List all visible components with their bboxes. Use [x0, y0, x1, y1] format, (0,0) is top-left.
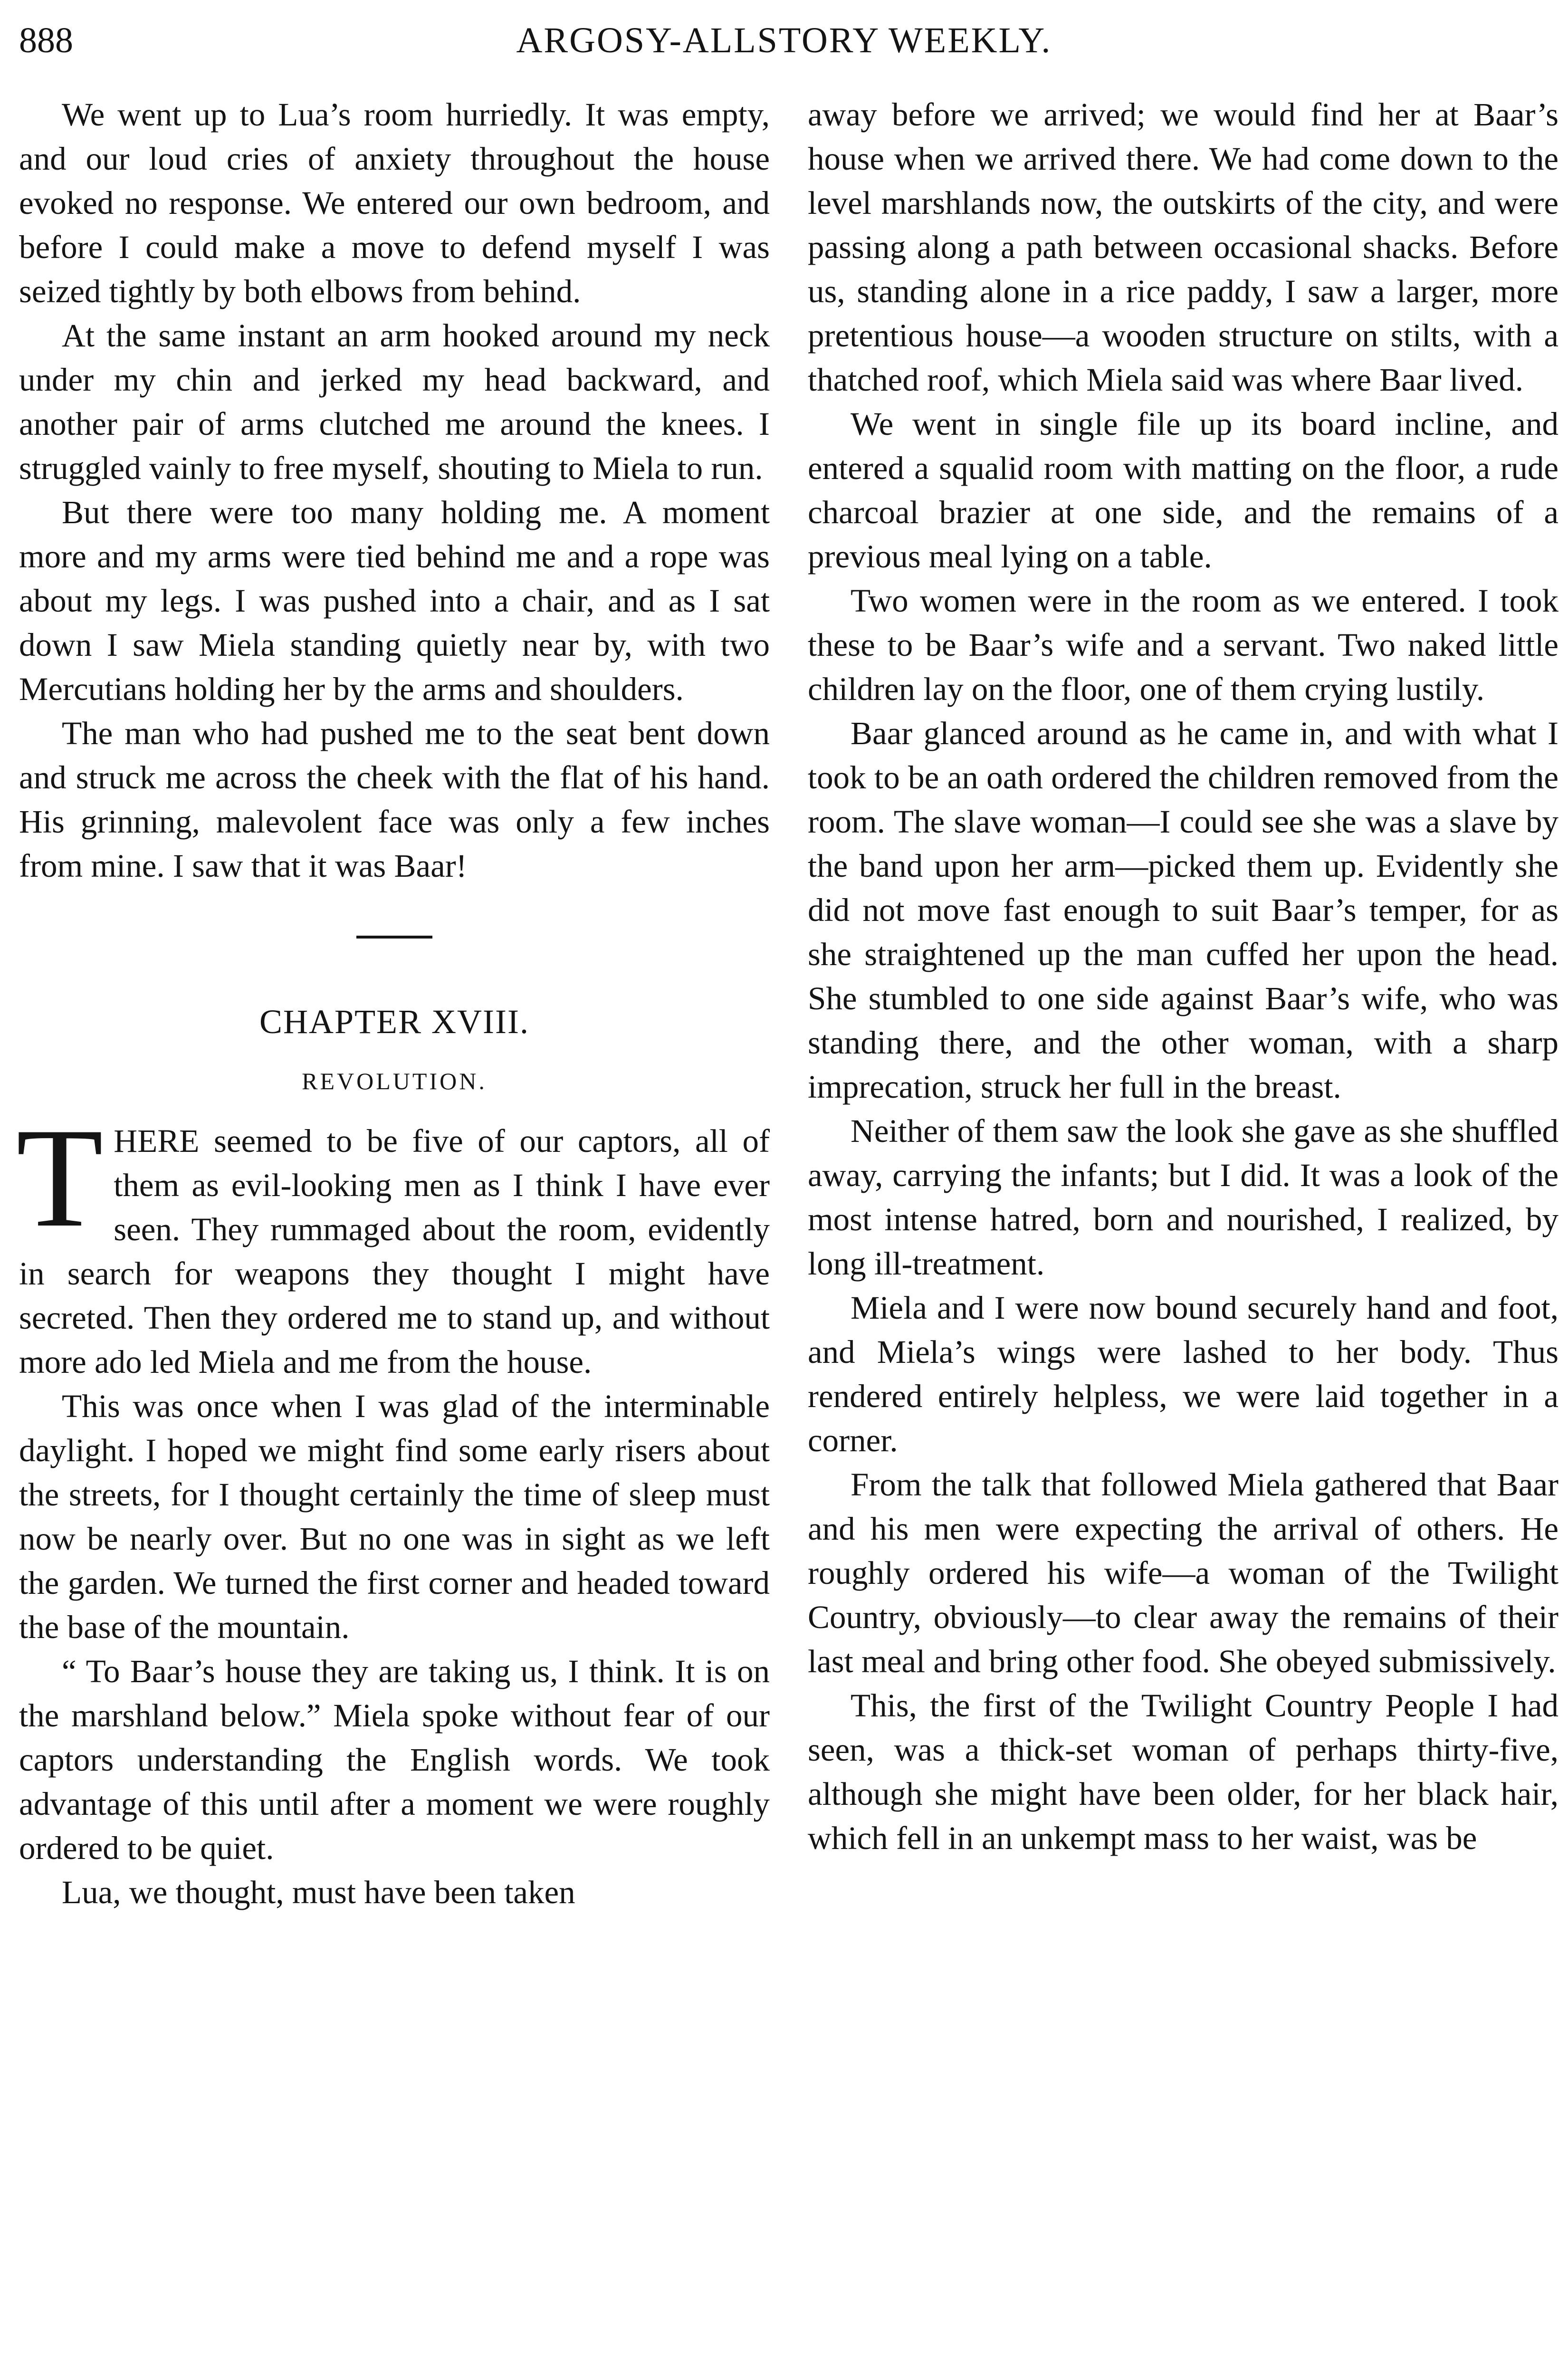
page-number: 888 — [19, 20, 73, 60]
paragraph: Two women were in the room as we entered. I took these to be Baar’s wife and a servant. Two naked little children lay on the floor, one of them crying lustily. — [808, 583, 1558, 707]
paragraph: “ To Baar’s house they are taking us, I think. It is on the marshland below.” Miela spoke without fear of our captors understanding the English words. We took advantage of this until after a moment we were roughly ordered to be quiet. — [19, 1653, 770, 1866]
chapter-title: CHAPTER XVIII. — [259, 1003, 529, 1041]
paragraph: But there were too many holding me. A moment more and my arms were tied behind me and a rope was about my legs. I was pushed into a chair, and as I sat down I saw Miela standing quietly near by, with two Mercutians holding her by the arms and shoulders. — [19, 494, 770, 707]
page-header — [19, 14, 1549, 67]
paragraph: We went in single file up its board incline, and entered a squalid room with matting on the floor, a rude charcoal brazier at one side, and the remains of a previous meal lying on a table. — [808, 406, 1558, 575]
opening-text: HERE seemed to be five of our captors, all of them as evil-looking men as I think I have ever seen. They rummaged about the room, evidently in search for weapons they thought I might have secreted. Then they ordered me to stand up, and without more ado led Miela and me from the house. — [19, 1123, 770, 1380]
paragraph: At the same instant an arm hooked around my neck under my chin and jerked my head backward, and another pair of arms clutched me around the knees. I struggled vainly to free myself, shouting to Miela to run. — [19, 317, 770, 486]
paragraph: Neither of them saw the look she gave as she shuffled away, carrying the infants; but I did. It was a look of the most intense hatred, born and nourished, I realized, by long ill-treatment. — [808, 1113, 1558, 1282]
chapter-opening-paragraph — [16, 1099, 770, 1384]
paragraph: Lua, we thought, must have been taken — [62, 1874, 575, 1910]
running-head: ARGOSY-ALLSTORY WEEKLY. — [516, 20, 1052, 60]
paragraph: Baar glanced around as he came in, and with what I took to be an oath ordered the children removed from the room. The slave woman—I could see she was a slave by the band upon her arm—picked them up. Evidently she did not move fast enough to suit Baar’s temper, for as she straightened up the man cuffed her upon the head. She stumbled to one side against Baar’s wife, who was standing there, and the other woman, with a sharp imprecation, struck her full in the breast. — [808, 715, 1558, 1105]
drop-cap: T — [16, 1099, 104, 1256]
paragraph: We went up to Lua’s room hurriedly. It was empty, and our loud cries of anxiety throughout the house evoked no response. We entered our own bedroom, and before I could make a move to defend myself I was seized tightly by both elbows from behind. — [19, 96, 770, 309]
section-divider — [356, 936, 432, 939]
paragraph: From the talk that followed Miela gathered that Baar and his men were expecting the arrival of others. He roughly ordered his wife—a woman of the Twilight Country, obviously—to clear away the remains of their last meal and bring other food. She obeyed submissively. — [808, 1466, 1558, 1679]
paragraph: This, the first of the Twilight Country People I had seen, was a thick-set woman of perhaps thirty-five, although she might have been older, for her black hair, which fell in an unkempt mass to her waist, was be — [808, 1687, 1558, 1856]
paragraph: Miela and I were now bound securely hand and foot, and Miela’s wings were lashed to her body. Thus rendered entirely helpless, we were laid together in a corner. — [808, 1290, 1558, 1458]
right-column — [808, 93, 1558, 1860]
chapter-subtitle: REVOLUTION. — [302, 1068, 487, 1094]
paragraph: This was once when I was glad of the interminable daylight. I hoped we might find some early risers about the streets, for I thought certainly the time of sleep must now be nearly over. But no one was in sight as we left the garden. We turned the first corner and headed toward the base of the mountain. — [19, 1388, 770, 1645]
left-column — [16, 93, 770, 1915]
paragraph-continuation: away before we arrived; we would find her at Baar’s house when we arrived there. We had come down to the level marshlands now, the outskirts of the city, and were passing along a path between occasional shacks. Before us, standing alone in a rice paddy, I saw a larger, more pretentious house—a wooden structure on stilts, with a thatched roof, which Miela said was where Baar lived. — [808, 96, 1558, 398]
paragraph: The man who had pushed me to the seat bent down and struck me across the cheek with the flat of his hand. His grinning, malevolent face was only a few inches from mine. I saw that it was Baar! — [19, 715, 770, 884]
